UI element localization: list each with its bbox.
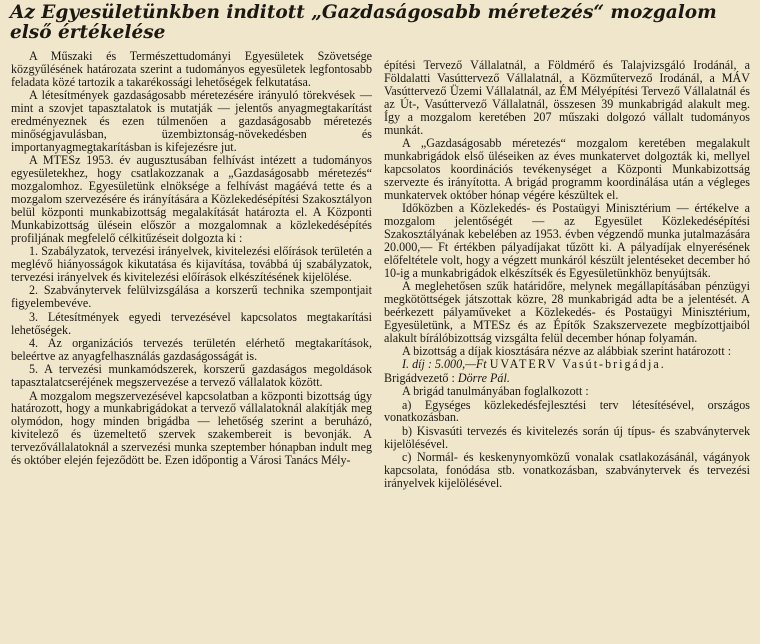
- award-leader-line: [384, 372, 750, 385]
- paragraph-mtesz-call: A MTESz 1953. év augusztusában felhívást intézett a tudományos egyesületekhez, hogy csatlakozzanak a „Gazdaságosabb méretezés“ mozgalomhoz. Egyesületünk elnöksége a felhívást magáévá tette és a mozgalom szervezésére és irányítására a Közlekedésépítési Szakosztályon belül központi munkabizottság megalakítását határozta el. A Központi Munkabizottság ülésein először a mozgalomnak a közlekedésépítés profiljának megfelelő célkitűzéseit dolgozta ki :: [11, 153, 372, 245]
- award-winner: UVATERV Vasút-brigádja.: [489, 357, 666, 372]
- objective-item-2: 2. Szabványtervek felülvizsgálása a korszerű technika szempontjait figyelembevéve.: [11, 283, 372, 311]
- paragraph-efforts: A létesítmények gazdaságosabb méretezésére irányuló törekvések — mint a szovjet tapasztalatok is mutatják — jelentős anyagmegtakarítást eredményeznek és ezen túlmenően a gazdaságosabb méretezés minőségjavulásban, üzembiztonság-növekedésben és importanyagmegtakarításban is kifejezésre jut.: [11, 88, 372, 154]
- paragraph-organization: A mozgalom megszervezésével kapcsolatban a központi bizottság úgy határozott, hogy a munkabrigádokat a tervező vállalatoknál alakítják meg olymódon, hogy minden brigádba — lehetőség szerint a beruházó, kivitelező és üzemeltető szervek szakembereit is bevonják. A tervezővállalatoknál a szervezési munka szeptember hónapban indult meg és október elején fejeződött be. Ezen időpontig a Városi Tanács Mély-: [11, 388, 372, 468]
- award-item-c: c) Normál- és keskenynyomközű vonalak csatlakozásánál, vágányok kapcsolata, fonódása stb. vonatkozásban, szabványtervek és tervezési irányelvek kijelölésével.: [384, 450, 750, 490]
- paragraph-brigades-formed: építési Tervező Vállalatnál, a Földmérő és Talajvizsgáló Irodánál, a Földalatti Vasúttervező Vállalatnál, a Közműtervező Irodánál, a MÁV Vasúttervező Üzemi Vállalatnál, az ÉM Mélyépítési Tervező Vállalatnál és az Út-, Vasúttervező Vállalatnál, összesen 39 munkabrigád alakult meg. Így a mozgalom keretében 207 műszaki dolgozó vállalt tudományos munkát.: [384, 58, 750, 137]
- award-item-b: b) Kisvasúti tervezés és kivitelezés során új típus- és szabványtervek kijelölésével.: [384, 423, 750, 451]
- paragraph-intro: A Műszaki és Természettudományi Egyesületek Szövetsége közgyűlésének határozata szerint a tudományos egyesületek legfontosabb feladata közé tartozik a takarékossági lehetőségek felkutatása.: [11, 49, 372, 89]
- award-item-a: a) Egységes közlekedésfejlesztési terv létesítésével, országos vonatkozásban.: [384, 397, 750, 425]
- award-leader-name: Dörre Pál.: [457, 370, 510, 385]
- award-intro: A brigád tanulmányában foglalkozott :: [402, 384, 589, 399]
- objective-item-5: 5. A tervezési munkamódszerek, korszerű gazdaságos megoldások tapasztalatcseréjének megszervezése a tervező vállalatok között.: [11, 362, 372, 390]
- article-title-line-2: első értékelése: [10, 22, 166, 43]
- article-title: [10, 3, 750, 43]
- left-column: [11, 50, 372, 467]
- paragraph-work-plans: A „Gazdaságosabb méretezés“ mozgalom keretében megalakult munkabrigádok első üléseiken az éves munkatervet dolgozták ki, mellyel kapcsolatos koordinációs tevékenységet a Központi Munkabizottság szervezte és irányította. A brigád programm koordinálása után a végleges munkatervek október hónap végére készültek el.: [384, 135, 750, 202]
- article-title-line-1: Az Egyesületünkben inditott „Gazdaságosabb méretezés“ mozgalom: [10, 2, 717, 23]
- paragraph-committee-decision: A bizottság a díjak kiosztására nézve az alábbiak szerint határozott :: [402, 343, 732, 358]
- paragraph-ministry-prizes: Időközben a Közlekedés- és Postaügyi Minisztérium — értékelve a mozgalom jelentőségét — az Egyesület Közlekedésépítési Szakosztályának kebelében az 1953. évben végzendő munka jutalmazására 20.000,— Ft értékben pályadíjakat tűzött ki. A pályadíjak elnyerésének előfeltétele volt, hogy a végzett munkáról készült jelentéseket december hó 10-ig a munkabrigádok elkészítsék és Egyesületünkhöz benyújtsák.: [384, 200, 750, 280]
- award-line: [384, 358, 750, 371]
- award-label: I. díj : 5.000,—Ft: [402, 357, 487, 372]
- objective-item-3: 3. Létesítmények egyedi tervezésével kapcsolatos megtakarítási lehetőségek.: [11, 309, 372, 337]
- objective-item-4: 4. Az organizációs tervezés területén elérhető megtakarítások, beleértve az anyagfelhasználás gazdaságosságát is.: [11, 335, 372, 363]
- right-column: [384, 59, 750, 490]
- paragraph-submissions: A meglehetősen szűk határidőre, melynek megállapításában pénzügyi megkötöttségek játszottak közre, 28 munkabrigád adta be a jelentését. A beérkezett pályaműveket a Közlekedés- és Postaügyi Minisztérium, Egyesületünk, a MTESz és az Építők Szakszervezete megbízottjaiból alakult bírálóbizottság vizsgálta felül december hónap folyamán.: [384, 278, 750, 345]
- award-leader-label: Brigádvezető :: [384, 370, 455, 385]
- objective-item-1: 1. Szabályzatok, tervezési irányelvek, kivitelezési előírások területén a meglévő hiányosságok kikutatása és kijavítása, továbbá új szabályzatok, tervezési irányelvek és kivitelezési előírások elkészítésének kijelölése.: [11, 244, 372, 284]
